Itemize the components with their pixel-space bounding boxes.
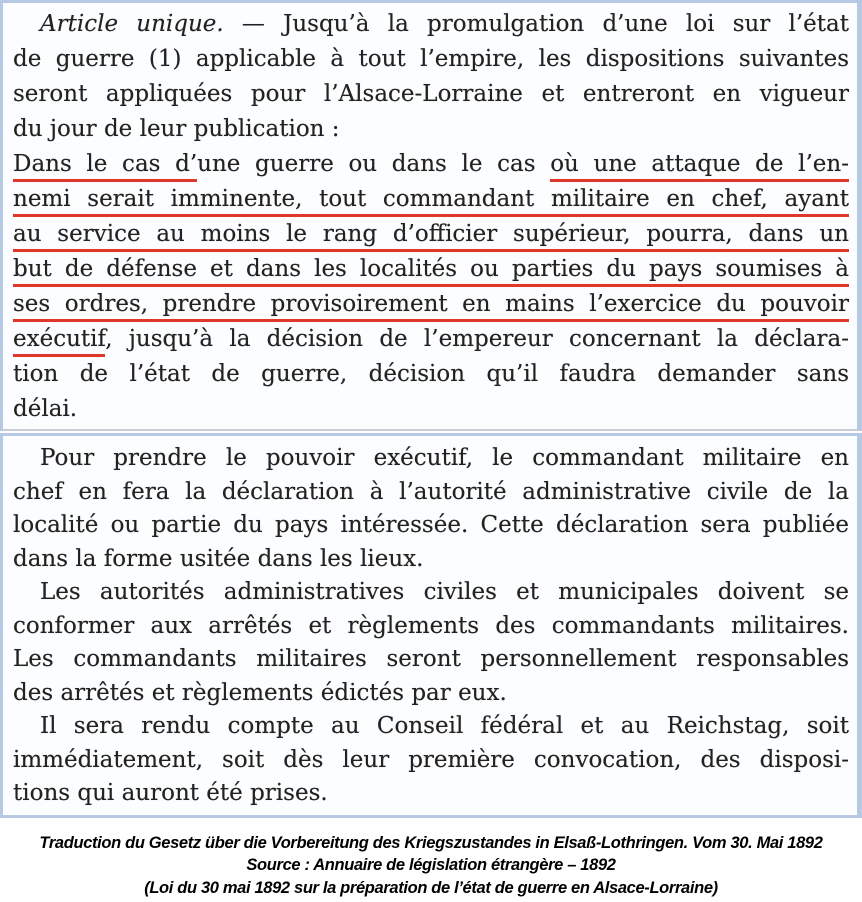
text-line (13, 476, 849, 510)
text-segment: de guerre (1) applicable à tout l’empire, les dispositions suivantes (13, 46, 849, 72)
text-line (13, 7, 849, 42)
text-line (13, 77, 849, 112)
text-line (13, 543, 849, 577)
text-line (13, 576, 849, 610)
text-line (13, 392, 849, 427)
text-line (13, 643, 849, 677)
text-segment: tion de l’état de guerre, décision qu’il faudra demander sans (13, 361, 849, 387)
underlined-passage: nemi serait imminente, tout commandant militaire en chef, ayant (13, 186, 849, 217)
text-segment: localité ou partie du pays intéressée. Cette déclaration sera publiée (13, 512, 849, 538)
text-line (13, 744, 849, 778)
text-line (13, 777, 849, 811)
caption-line-french-title: (Loi du 30 mai 1892 sur la préparation de l’état de guerre en Alsace-Lorraine) (144, 878, 718, 897)
text-segment: Article unique. (40, 11, 224, 37)
scan-block-1 (0, 0, 862, 431)
text-segment: délai. (13, 396, 78, 422)
underlined-passage: ses ordres, prendre provisoirement en mains l’exercice du pouvoir (13, 291, 849, 322)
text-line (13, 42, 849, 77)
text-line (13, 217, 849, 252)
underlined-passage: Dans le cas d’ (13, 151, 197, 182)
text-segment: une guerre ou dans le cas (197, 151, 551, 177)
text-line (13, 677, 849, 711)
caption (0, 832, 862, 900)
underlined-passage: exécutif (13, 326, 105, 357)
text-segment: du jour de leur publication : (13, 116, 340, 142)
text-line (13, 509, 849, 543)
underlined-passage: au service au moins le rang d’officier supérieur, pourra, dans un (13, 221, 849, 252)
text-line (13, 112, 849, 147)
caption-line-source: Source : Annuaire de législation étrangère – 1892 (246, 856, 616, 874)
text-line (13, 182, 849, 217)
text-segment: seront appliquées pour l’Alsace-Lorraine et entreront en vigueur (13, 81, 849, 107)
underlined-passage: où une attaque de l’en- (550, 151, 849, 182)
text-segment: Il sera rendu compte au Conseil fédéral et au Reichstag, soit (40, 713, 849, 739)
text-segment: Les commandants militaires seront personnellement responsables (13, 646, 849, 672)
text-line (13, 147, 849, 182)
text-line (13, 252, 849, 287)
text-segment: , jusqu’à la décision de l’empereur concernant la déclara- (105, 326, 849, 352)
scan-block-2 (0, 433, 862, 818)
caption-line-title: Traduction du Gesetz über die Vorbereitung des Kriegszustandes in Elsaß-Lothringen. Vom 30. Mai 1892 (39, 833, 823, 852)
text-segment: immédiatement, soit dès leur première convocation, des disposi- (13, 746, 849, 773)
text-segment: Pour prendre le pouvoir exécutif, le commandant militaire en (40, 445, 849, 471)
text-segment: tions qui auront été prises. (13, 780, 328, 806)
text-segment: conformer aux arrêtés et règlements des commandants militaires. (13, 612, 849, 639)
text-line (13, 322, 849, 357)
text-segment: — Jusqu’à la promulgation d’une loi sur l’état (223, 11, 849, 37)
text-line (13, 287, 849, 322)
text-segment: Les autorités administratives civiles et municipales doivent se (40, 579, 849, 605)
text-line (13, 357, 849, 392)
text-line (13, 710, 849, 744)
text-segment: dans la forme usitée dans les lieux. (13, 545, 424, 572)
text-line (13, 610, 849, 644)
underlined-passage: but de défense et dans les localités ou parties du pays soumises à (13, 256, 849, 287)
text-line (13, 442, 849, 476)
text-segment: des arrêtés et règlements édictés par eux. (13, 679, 507, 706)
text-segment: chef en fera la déclaration à l’autorité administrative civile de la (13, 478, 849, 505)
